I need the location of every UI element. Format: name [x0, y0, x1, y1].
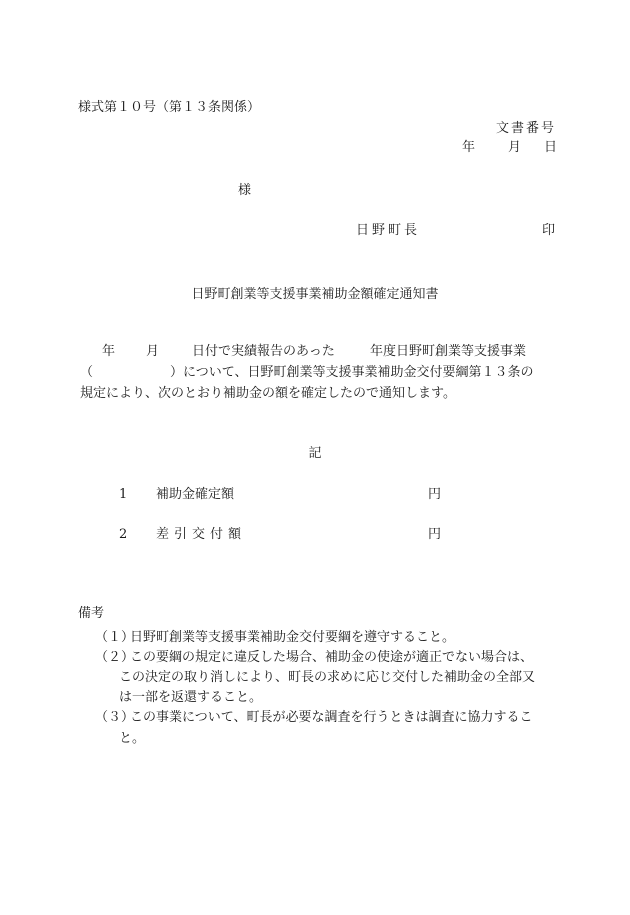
- item-1-number: 1: [119, 487, 128, 502]
- ki-heading: 記: [308, 446, 322, 461]
- body-open-paren: （: [80, 365, 94, 380]
- remarks-heading: 備考: [78, 606, 105, 621]
- remark-3-continuation-1: と。: [119, 731, 146, 746]
- sender-name: 日野町長: [356, 223, 421, 238]
- remark-2-continuation-2: は一部を返還すること。: [119, 690, 263, 705]
- item-1-label: 補助金確定額: [156, 487, 235, 502]
- document-title: 日野町創業等支援事業補助金額確定通知書: [191, 287, 439, 302]
- date-day: 日: [544, 140, 558, 155]
- seal-mark: 印: [542, 223, 556, 238]
- item-2-unit: 円: [428, 527, 442, 542]
- remark-2-continuation-1: この決定の取り消しにより、町長の求めに応じ交付した補助金の全部又: [119, 670, 536, 685]
- remark-2-text: この要綱の規定に違反した場合、補助金の使途が適正でない場合は、: [130, 650, 534, 665]
- body-year: 年: [102, 344, 116, 359]
- addressee-honorific: 様: [238, 183, 252, 198]
- body-fiscal-year-phrase: 年度日野町創業等支援事業: [370, 344, 527, 359]
- item-2-label: 差引交付額: [156, 527, 247, 542]
- item-2-number: 2: [119, 527, 128, 542]
- document-number-label: 文書番号: [495, 121, 556, 136]
- remark-3-text: この事業について、町長が必要な調査を行うときは調査に協力するこ: [130, 710, 533, 725]
- remark-1-text: 日野町創業等支援事業補助金交付要綱を遵守すること。: [130, 630, 456, 645]
- body-line-2-text: ）について、日野町創業等支援事業補助金交付要綱第１３条の: [170, 365, 534, 380]
- body-line-3: 規定により、次のとおり補助金の額を確定したので通知します。: [80, 386, 456, 401]
- remark-3-number: （３）: [95, 710, 135, 725]
- date-year: 年: [462, 140, 476, 155]
- body-date-phrase: 日付で実績報告のあった: [192, 344, 335, 359]
- body-month: 月: [146, 344, 160, 359]
- item-1-unit: 円: [428, 487, 442, 502]
- form-number: 様式第１０号（第１３条関係）: [78, 100, 261, 115]
- remark-2-number: （２）: [95, 650, 135, 665]
- date-month: 月: [508, 140, 522, 155]
- remark-1-number: （１）: [95, 630, 135, 645]
